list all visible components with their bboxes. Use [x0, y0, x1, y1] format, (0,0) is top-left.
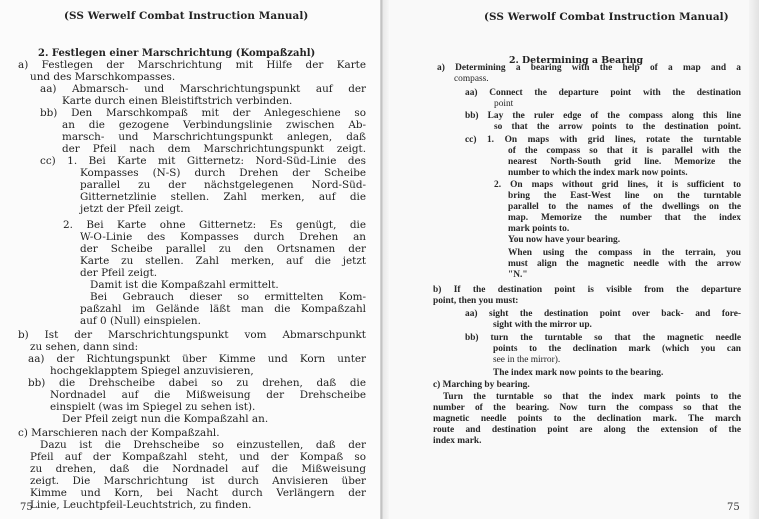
text-line: index mark. [433, 436, 482, 446]
text-line: Bei Gebrauch dieser so ermittelten Kom- [90, 291, 366, 303]
text-line: aa) der Richtungspunkt über Kimme und Korn unter [28, 353, 366, 365]
running-header: (SS Werwolf Combat Instruction Manual) [484, 11, 729, 23]
book-gutter [380, 0, 383, 519]
text-line: c) Marching by bearing. [433, 380, 530, 390]
text-line: so that the arrow points to the destination point. [494, 122, 741, 132]
text-line: route and destination point are along the extension of the [433, 425, 741, 435]
text-line: The index mark now points to the bearing. [493, 368, 664, 378]
text-line: und des Marschkompasses. [30, 71, 176, 83]
right-page-english [381, 0, 759, 519]
page-number: 75 [20, 502, 33, 513]
text-line: der Scheibe parallel zu den Ortsnamen der [80, 243, 366, 255]
text-line: "N." [508, 270, 528, 280]
text-line: c) Marschieren nach der Kompaßzahl. [18, 427, 220, 439]
text-line: cc) 1. Bei Karte mit Gitternetz: Nord-Süd-Linie des [40, 155, 366, 167]
text-line: parallel to the names of the dwellings on the [508, 202, 741, 212]
text-line: map. Memorize the number that the index [508, 213, 741, 223]
text-line: aa) sight the destination point over back- and fore- [465, 309, 741, 319]
text-line: bb) Den Marschkompaß mit der Anlegeschiene so [40, 107, 366, 119]
text-line: zeigt. Die Marschrichtung ist durch Anvisieren über [30, 475, 366, 487]
text-line: bb) Lay the ruler edge of the compass along this line [465, 111, 741, 121]
text-line: see in the mirror). [493, 355, 561, 365]
text-line: hochgeklapptem Spiegel anzuvisieren, [50, 365, 254, 377]
text-line: Kimme und Korn, bei Nacht durch Verlängern der [30, 487, 366, 499]
text-line: 2. On maps without grid lines, it is sufficient to [494, 180, 741, 190]
running-header: (SS Werwelf Combat Instruction Manual) [64, 10, 309, 22]
text-line: mark points to. [508, 224, 570, 234]
page-edge [749, 0, 759, 519]
text-line: number of the bearing. Now turn the compass so that the [433, 403, 741, 413]
text-line: You now have your bearing. [508, 235, 621, 245]
text-line: marsch- und Marschrichtungspunkt anlegen, daß [62, 131, 366, 143]
text-line: Karte zu stellen. Zahl merken, auf die jetzt [80, 255, 366, 267]
section-title: 2. Festlegen einer Marschrichtung (Kompaßzahl) [38, 48, 316, 59]
text-line: magnetic needle points to the declination mark. The march [433, 414, 741, 424]
text-line: Karte durch einen Bleistiftstrich verbinden. [62, 95, 293, 107]
text-line: of the compass so that it is parallel with the [508, 146, 741, 156]
text-line: When using the compass in the terrain, you [508, 248, 741, 258]
text-line: a) Festlegen der Marschrichtung mit Hilfe der Karte [18, 59, 366, 71]
text-line: Pfeil auf der Kompaßzahl steht, und der Kompaß so [30, 451, 366, 463]
text-line: Damit ist die Kompaßzahl ermittelt. [90, 279, 279, 291]
text-line: bb) die Drehscheibe dabei so zu drehen, daß die [28, 377, 366, 389]
text-line: der Pfeil nach dem Marschrichtungspunkt zeigt. [62, 143, 366, 155]
text-line: Dazu ist die Drehscheibe so einzustellen, daß der [40, 439, 366, 451]
text-line: Nordnadel auf die Mißweisung der Drehscheibe [50, 389, 366, 401]
text-line: parallel zu der nächstgelegenen Nord-Süd- [80, 179, 366, 191]
text-line: aa) Abmarsch- und Marschrichtungspunkt auf der [40, 83, 366, 95]
text-line: bb) turn the turntable so that the magnetic needle [465, 333, 741, 343]
page-number: 75 [727, 502, 740, 513]
text-line: an die gezogene Verbindungslinie zwischen Ab- [62, 119, 366, 131]
text-line: 2. Bei Karte ohne Gitternetz: Es genügt, die [63, 219, 366, 231]
text-line: Kompasses (N-S) durch Drehen der Scheibe [80, 167, 366, 179]
text-line: aa) Connect the departure point with the destination [465, 88, 741, 98]
text-line: Linie, Leuchtpfeil-Leuchtstrich, zu finden. [30, 499, 252, 511]
text-line: b) If the destination point is visible from the departure [433, 285, 741, 295]
text-line: Gitternetzlinie stellen. Zahl merken, auf die [80, 191, 366, 203]
text-line: points to the declination mark (which you can [493, 344, 741, 354]
text-line: jetzt der Pfeil zeigt. [80, 203, 184, 215]
text-line: compass. [454, 74, 489, 84]
text-line: paßzahl im Gelände läßt man die Kompaßzahl [80, 303, 366, 315]
text-line: sight with the mirror up. [493, 320, 592, 330]
text-line: cc) 1. On maps with grid lines, rotate the turntable [465, 135, 741, 145]
text-line: auf 0 (Null) einspielen. [80, 315, 201, 327]
text-line: bring the East-West line on the turntable [508, 191, 741, 201]
text-line: point, then you must: [433, 296, 519, 306]
section-title: 2. Determining a Bearing [509, 55, 644, 66]
text-line: Der Pfeil zeigt nun die Kompaßzahl an. [62, 413, 269, 425]
text-line: W-O-Linie des Kompasses durch Drehen an [80, 231, 366, 243]
text-line: a) Determining a bearing with the help of a map and a [437, 63, 741, 73]
text-line: number to which the index mark now points. [508, 168, 688, 178]
text-line: Turn the turntable so that the index mark points to the [443, 392, 741, 402]
text-line: nearest North-South grid line. Memorize the [508, 157, 741, 167]
text-line: b) Ist der Marschrichtungspunkt vom Abmarschpunkt [18, 329, 366, 341]
text-line: zu sehen, dann sind: [30, 341, 139, 353]
text-line: point [494, 99, 514, 109]
text-line: der Pfeil zeigt. [80, 267, 158, 279]
text-line: einspielt (was im Spiegel zu sehen ist). [50, 401, 256, 413]
text-line: zu drehen, daß die Nordnadel auf die Mißweisung [30, 463, 366, 475]
text-line: must align the magnetic needle with the arrow [508, 259, 741, 269]
